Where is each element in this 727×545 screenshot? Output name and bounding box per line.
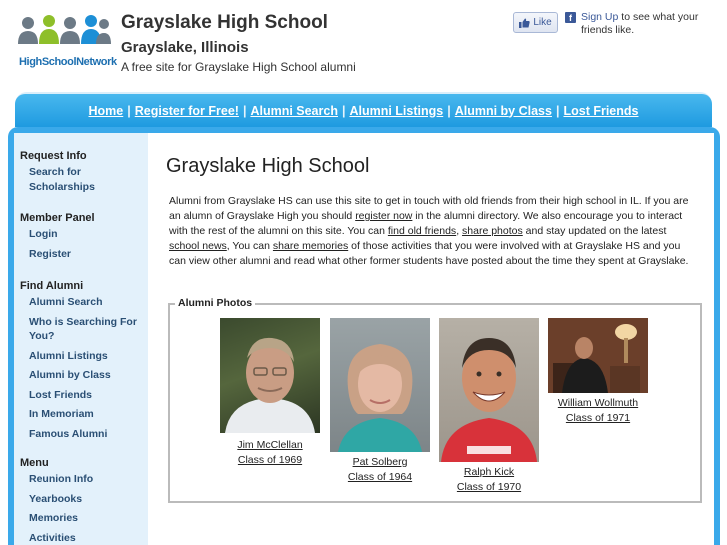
alumni-photo[interactable] [220, 318, 320, 433]
portrait-image [220, 318, 320, 433]
intro-text: in the alumni directory. We also encourage you to interact with the rest of the alumni on this site. You can [169, 210, 683, 237]
alumni-photo[interactable] [439, 318, 539, 462]
site-title: Grayslake High School [121, 12, 328, 33]
alumni-photos-legend: Alumni Photos [175, 297, 255, 309]
sidebar-item-login[interactable]: Login [29, 228, 58, 240]
sidebar-item-alumni-search[interactable]: Alumni Search [29, 296, 103, 308]
alumni-name-link[interactable]: Pat Solberg [352, 456, 408, 468]
sidebar [14, 133, 148, 545]
sidebar-item-alumni-listings[interactable]: Alumni Listings [29, 349, 108, 362]
intro-text: , You can [226, 240, 273, 252]
sidebar-heading-request-info: Request Info [20, 150, 87, 162]
intro-text: and stay updated on the latest [522, 225, 667, 237]
alumni-photo-card [328, 318, 432, 484]
nav-register[interactable]: Register for Free! [134, 103, 239, 118]
alumni-photo-card [218, 318, 322, 467]
register-now-link[interactable]: register now [355, 210, 413, 222]
intro-paragraph [169, 194, 699, 269]
school-news-link[interactable]: school news [169, 240, 227, 252]
sidebar-heading-member-panel: Member Panel [20, 212, 95, 224]
alumni-photo-card [546, 318, 650, 425]
facebook-signup-suffix: to see what your friends like. [581, 11, 699, 36]
sidebar-menu [14, 457, 148, 545]
sidebar-item-search-scholarships[interactable]: Search for Scholarships [29, 166, 95, 193]
alumni-class-link[interactable]: Class of 1964 [347, 470, 413, 483]
nav-lost-friends[interactable]: Lost Friends [563, 103, 639, 118]
nav-home[interactable]: Home [88, 103, 124, 118]
facebook-signup-text [581, 11, 711, 37]
alumni-class-link[interactable]: Class of 1969 [237, 453, 303, 466]
share-photos-link[interactable]: share photos [462, 225, 523, 237]
nav-separator: | [242, 103, 247, 118]
intro-text: , [456, 225, 463, 237]
alumni-photo[interactable] [330, 318, 430, 452]
sidebar-item-famous-alumni[interactable]: Famous Alumni [29, 427, 108, 440]
nav-separator: | [127, 103, 131, 118]
facebook-icon: f [565, 12, 576, 23]
facebook-like-button[interactable] [513, 12, 558, 33]
sidebar-item-activities[interactable]: Activities [29, 531, 76, 544]
sidebar-item-memories[interactable]: Memories [29, 512, 79, 524]
nav-separator: | [447, 103, 451, 118]
main-nav [15, 94, 712, 127]
sidebar-item-lost-friends[interactable]: Lost Friends [29, 388, 93, 401]
nav-separator: | [341, 103, 346, 118]
alumni-class-link[interactable]: Class of 1970 [456, 480, 522, 493]
portrait-image [330, 318, 430, 452]
school-location: Grayslake, Illinois [121, 39, 249, 56]
sidebar-item-yearbooks[interactable]: Yearbooks [29, 492, 83, 505]
nav-alumni-listings[interactable]: Alumni Listings [349, 103, 444, 118]
sidebar-find-alumni [14, 280, 148, 441]
alumni-photo-card [437, 318, 541, 494]
nav-alumni-search[interactable]: Alumni Search [250, 103, 338, 118]
page-title: Grayslake High School [166, 155, 370, 177]
tagline: A free site for Grayslake High School alumni [121, 60, 356, 74]
sidebar-item-reunion-info[interactable]: Reunion Info [29, 473, 94, 485]
sidebar-heading-menu: Menu [20, 457, 49, 469]
alumni-name-link[interactable]: Jim McClellan [237, 439, 303, 451]
intro-text: of those activities that you were involved with at Grayslake HS and you can view other alumni and read what other former students have posted about the time they spent at Grayslake. [169, 240, 689, 267]
nav-alumni-by-class[interactable]: Alumni by Class [454, 103, 552, 118]
sidebar-item-in-memoriam[interactable]: In Memoriam [29, 408, 94, 420]
like-label: Like [533, 17, 552, 28]
find-old-friends-link[interactable]: find old friends [387, 225, 457, 237]
people-logo-icon [16, 14, 112, 56]
share-memories-link[interactable]: share memories [272, 240, 349, 252]
thumbs-up-icon [519, 18, 530, 28]
sidebar-item-register[interactable]: Register [29, 247, 72, 260]
sidebar-item-alumni-by-class[interactable]: Alumni by Class [29, 369, 111, 381]
alumni-name-link[interactable]: William Wollmuth [557, 397, 639, 409]
sidebar-item-who-searching[interactable]: Who is Searching For You? [29, 315, 137, 342]
intro-text: Alumni from Grayslake HS can use this site to get in touch with old friends from their high school in IL. If you are an alumn of Grayslake High you should [169, 195, 689, 222]
alumni-photo[interactable] [548, 318, 648, 393]
sidebar-heading-find-alumni: Find Alumni [20, 280, 84, 292]
facebook-signup-link[interactable]: Sign Up [581, 11, 619, 23]
site-logo[interactable] [16, 14, 117, 72]
alumni-name-link[interactable]: Ralph Kick [463, 466, 515, 478]
portrait-image [439, 318, 539, 462]
sidebar-request-info [14, 150, 148, 194]
sidebar-member-panel [14, 212, 148, 261]
nav-separator: | [555, 103, 560, 118]
portrait-image [548, 318, 648, 393]
alumni-class-link[interactable]: Class of 1971 [565, 411, 631, 424]
logo-text: HighSchoolNetwork [19, 56, 117, 68]
